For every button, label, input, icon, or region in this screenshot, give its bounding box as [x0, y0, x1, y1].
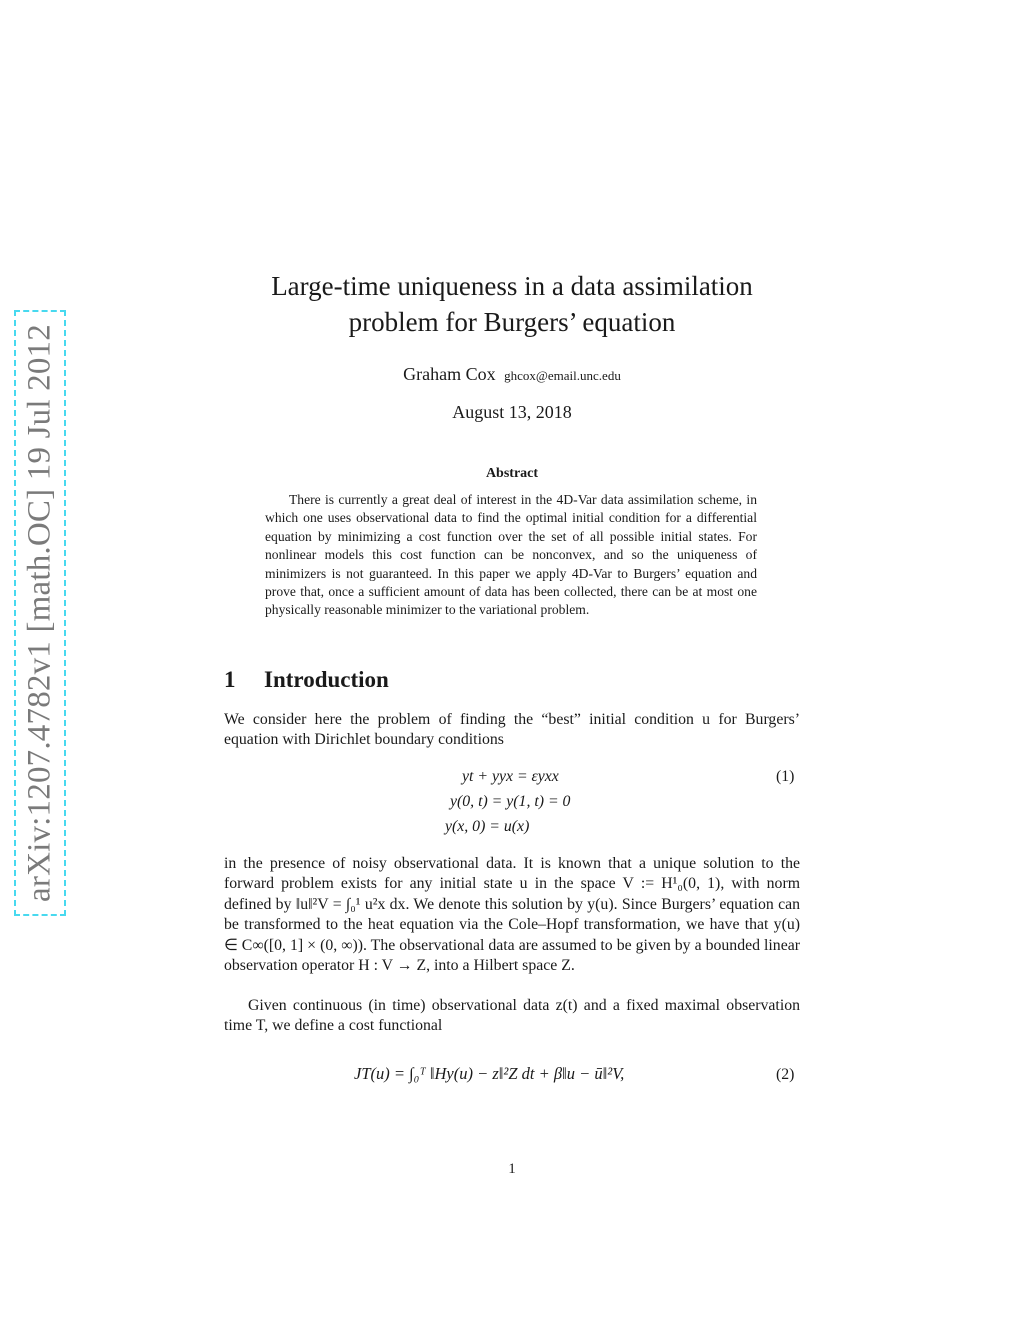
- equation-2: JT(u) = ∫₀ᵀ ‖Hy(u) − z‖²Z dt + β‖u − ū‖²V,: [354, 1064, 625, 1083]
- section-number: 1: [224, 667, 236, 692]
- paper-title: [200, 268, 824, 340]
- equation-1-line-2: y(0, t) = y(1, t) = 0: [450, 793, 571, 810]
- intro-paragraph-2: in the presence of noisy observational data. It is known that a unique solution to the forward problem exists for any initial state u in the space V := H¹₀(0, 1), with norm defined by ‖u‖²V = ∫₀¹ u²x dx. We denote this solution by y(u). Since Burgers’ equation can be transformed to the heat equation via the Cole–Hopf transformation, we have that y(u) ∈ C∞([0, 1] × (0, ∞)). The observational data are assumed to be given by a bounded linear observation operator H : V → Z, into a Hilbert space Z.: [224, 855, 800, 975]
- equation-1-line-1: yt + yyx = εyxx: [462, 768, 559, 785]
- author-email: ghcox@email.unc.edu: [504, 368, 621, 383]
- arxiv-stamp: [14, 310, 66, 916]
- abstract-heading: Abstract: [485, 466, 539, 481]
- section-heading: [224, 667, 389, 693]
- author-name: Graham Cox: [403, 364, 496, 384]
- equation-2-number: (2): [776, 1066, 795, 1083]
- title-line-1: Large-time uniqueness in a data assimilation: [271, 271, 753, 301]
- author-line: [200, 364, 824, 385]
- equation-1-line-3: y(x, 0) = u(x): [445, 818, 530, 835]
- section-title: Introduction: [264, 667, 389, 692]
- abstract-text: There is currently a great deal of interest in the 4D-Var data assimilation scheme, in which one uses observational data to find the optimal initial condition for a differential equation by minimizing a cost function over the set of all possible initial states. For nonlinear models this cost function can be nonconvex, and so the uniqueness of minimizers is not guaranteed. In this paper we apply 4D-Var to Burgers’ equation and prove that, once a sufficient amount of data has been collected, there can be at most one physically reasonable minimizer to the variational problem.: [265, 492, 757, 618]
- intro-paragraph-3: Given continuous (in time) observational data z(t) and a fixed maximal observation time T, we define a cost functional: [224, 997, 800, 1035]
- page-number: 1: [508, 1161, 516, 1177]
- paper-date: August 13, 2018: [452, 402, 572, 422]
- equation-1-number: (1): [776, 768, 795, 785]
- arxiv-identifier: arXiv:1207.4782v1 [math.OC] 19 Jul 2012: [21, 324, 58, 902]
- title-line-2: problem for Burgers’ equation: [348, 307, 676, 337]
- intro-paragraph-1: We consider here the problem of finding the “best” initial condition u for Burgers’ equation with Dirichlet boundary conditions: [224, 711, 800, 749]
